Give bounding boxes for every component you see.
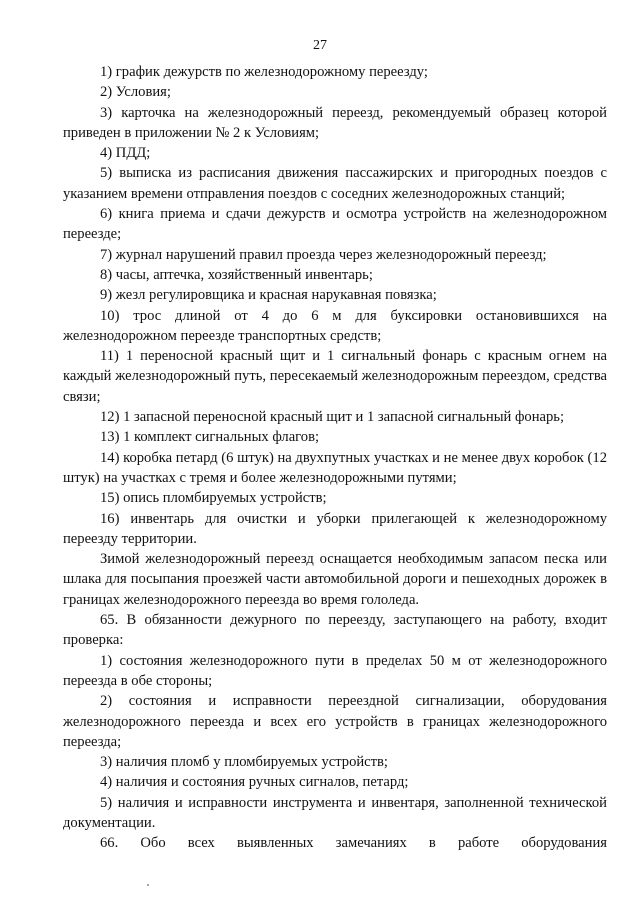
paragraph: Зимой железнодорожный переезд оснащается необходимым запасом песка или шлака для посыпания проезжей части автомобильной дороги и пешеходных дорожек в границах железнодорожного переезда во время гололеда.: [63, 551, 607, 608]
list-item: 2) состояния и исправности переездной сигнализации, оборудования железнодорожного переезда и всех его устройств в границах железнодорожного переезда;: [63, 693, 607, 750]
paragraph: 66. Обо всех выявленных замечаниях в работе оборудования: [100, 835, 607, 852]
list-item: 15) опись пломбируемых устройств;: [100, 490, 327, 507]
list-item: 8) часы, аптечка, хозяйственный инвентарь;: [100, 266, 373, 283]
list-item: 7) журнал нарушений правил проезда через железнодорожный переезд;: [100, 246, 547, 263]
list-item: 3) наличия пломб у пломбируемых устройств;: [100, 754, 388, 771]
list-item: 16) инвентарь для очистки и уборки прилегающей к железнодорожному переезду территории.: [63, 510, 607, 547]
list-item: 1) состояния железнодорожного пути в пределах 50 м от железнодорожного переезда в обе стороны;: [63, 652, 607, 689]
page-number: 27: [313, 38, 327, 53]
list-item: 14) коробка петард (6 штук) на двухпутных участках и не менее двух коробок (12 штук) на участках с тремя и более железнодорожными путями;: [63, 449, 607, 486]
list-item: 6) книга приема и сдачи дежурств и осмотра устройств на железнодорожном переезде;: [63, 206, 607, 243]
list-item: 4) ПДД;: [100, 145, 151, 162]
list-item: 1) график дежурств по железнодорожному переезду;: [100, 64, 428, 80]
list-item: 9) жезл регулировщика и красная нарукавная повязка;: [100, 287, 437, 304]
list-item: 10) трос длиной от 4 до 6 м для буксировки остановившихся на железнодорожном переезде транспортных средств;: [63, 307, 607, 344]
list-item: 12) 1 запасной переносной красный щит и 1 запасной сигнальный фонарь;: [100, 409, 565, 426]
paragraph: 65. В обязанности дежурного по переезду, заступающего на работу, входит проверка:: [63, 612, 607, 649]
list-item: 11) 1 переносной красный щит и 1 сигнальный фонарь с красным огнем на каждый железнодорожный путь, пересекаемый железнодорожным переездом, средства связи;: [63, 348, 607, 405]
list-item: 5) наличия и исправности инструмента и инвентаря, заполненной технической документации.: [63, 794, 607, 831]
list-item: 2) Условия;: [100, 84, 171, 101]
document-body: [63, 62, 607, 854]
scan-speck: [147, 884, 149, 886]
list-item: 13) 1 комплект сигнальных флагов;: [100, 429, 320, 446]
list-item: 3) карточка на железнодорожный переезд, рекомендуемый образец которой приведен в приложении № 2 к Условиям;: [63, 104, 607, 141]
list-item: 5) выписка из расписания движения пассажирских и пригородных поездов с указанием времени отправления поездов с соседних железнодорожных станций;: [63, 165, 607, 202]
list-item: 4) наличия и состояния ручных сигналов, петард;: [100, 774, 409, 791]
